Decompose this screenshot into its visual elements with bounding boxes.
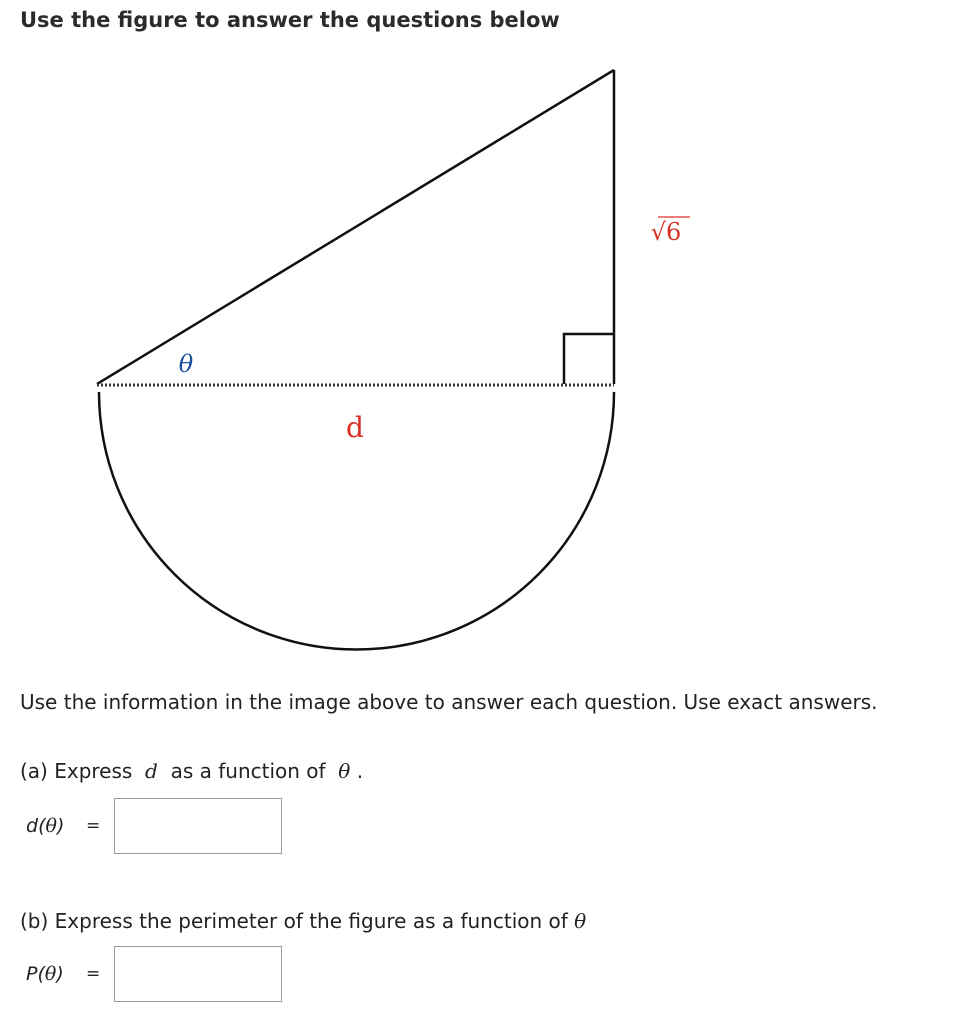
- instructions-text: Use the information in the image above to answer each question. Use exact answers.: [20, 690, 878, 714]
- hypotenuse-line: [97, 70, 614, 384]
- question-a: [20, 759, 363, 783]
- answer-row-a: [26, 796, 282, 856]
- side-label: √6: [650, 218, 682, 246]
- function-label-a: d(θ): [26, 815, 65, 837]
- question-a-middle: as a function of: [170, 759, 326, 783]
- page-title: Use the figure to answer the questions below: [20, 8, 560, 32]
- diameter-label: d: [346, 411, 364, 444]
- function-label-b: P(θ): [26, 963, 64, 985]
- angle-label: θ: [178, 350, 194, 378]
- question-b: [20, 909, 586, 933]
- question-a-theta: θ: [338, 759, 351, 783]
- answer-input-a[interactable]: [114, 798, 282, 854]
- answer-row-b: [26, 944, 282, 1004]
- equals-sign-a: =: [86, 816, 101, 836]
- answer-input-b[interactable]: [114, 946, 282, 1002]
- question-b-prefix: (b) Express the perimeter of the figure as a function of: [20, 909, 568, 933]
- equals-sign-b: =: [86, 964, 101, 984]
- question-a-var: d: [145, 759, 158, 783]
- question-b-theta: θ: [574, 909, 587, 933]
- question-a-suffix: .: [356, 759, 364, 783]
- right-angle-marker: [564, 334, 614, 384]
- question-a-prefix: (a) Express: [20, 759, 133, 783]
